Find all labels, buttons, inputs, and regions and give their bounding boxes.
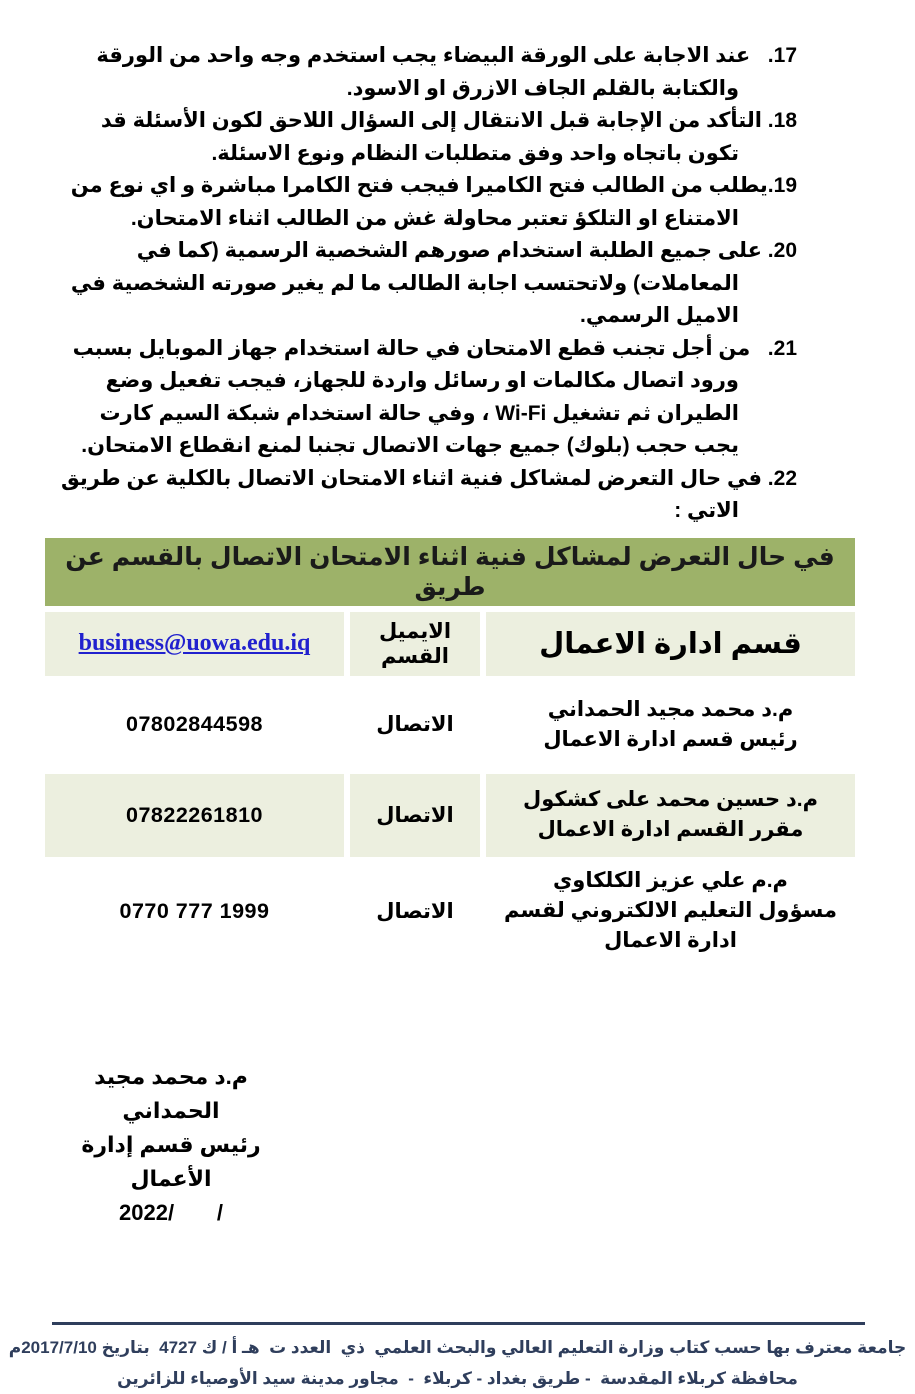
rule-text: التأكد من الإجابة قبل الانتقال إلى السؤال اللاحق لكون الأسئلة قد تكون باتجاه واحد وفق متطلبات النظام ونوع الاسئلة. xyxy=(100,109,768,165)
rules-list xyxy=(0,0,915,528)
footer-divider xyxy=(52,1322,865,1325)
person-name: م.د حسين محمد على كشكول xyxy=(522,788,818,811)
department-row xyxy=(42,609,858,679)
rule-number: 19. xyxy=(767,174,797,197)
rule-text: على جميع الطلبة استخدام صورهم الشخصية الرسمية (كما في المعاملات) ولاتحتسب اجابة الطالب ما لم يغير صورته الشخصية في الاميل الرسمي. xyxy=(70,239,768,327)
person-title: مسؤول التعليم الالكتروني لقسم ادارة الاعمال xyxy=(503,899,838,952)
person-name: م.م علي عزيز الكلكاوي xyxy=(553,869,788,892)
contact-row-department-rapporteur xyxy=(42,771,858,860)
rule-text: يطلب من الطالب فتح الكاميرا فيجب فتح الكامرا مباشرة و اي نوع من الامتناع او التلكؤ تعتبر محاولة غش من الطالب اثناء الامتحان. xyxy=(70,174,768,230)
person-title: رئيس قسم ادارة الاعمال xyxy=(543,727,798,751)
rule-item-22 xyxy=(55,463,797,528)
signature-title: رئيس قسم إدارة الأعمال xyxy=(81,1131,261,1191)
footer xyxy=(0,1332,915,1394)
rule-number: 18. xyxy=(767,109,797,132)
rule-item-20 xyxy=(55,235,797,333)
footer-accreditation-line: جامعة معترف بها حسب كتاب وزارة التعليم العالي والبحث العلمي ذي العدد ت هـ أ / ك 4727 بتاريخ 2017/7/10م xyxy=(8,1337,907,1357)
rule-item-17 xyxy=(55,40,797,105)
phone-number: 07822261810 xyxy=(125,802,264,827)
rule-number: 22. xyxy=(767,466,797,490)
rule-number: 20. xyxy=(767,239,797,262)
signature-block xyxy=(55,1060,287,1230)
rule-number: 17. xyxy=(767,44,797,67)
rule-item-19 xyxy=(55,170,797,235)
footer-address-line: محافظة كربلاء المقدسة - طريق بغداد - كربلاء - مجاور مدينة سيد الأوصياء للزائرين xyxy=(117,1368,798,1388)
person-name: م.د محمد مجيد الحمداني xyxy=(547,697,794,721)
signature-date: / /2022 xyxy=(119,1199,223,1225)
signature-name: م.د محمد مجيد الحمداني xyxy=(94,1063,248,1123)
contact-row-head-of-department xyxy=(42,679,858,771)
table-header-row xyxy=(42,535,858,609)
department-email-link[interactable]: business@uowa.edu.iq xyxy=(78,630,311,656)
contact-table xyxy=(39,532,861,966)
email-label: الايميل القسم xyxy=(347,609,483,679)
call-label: الاتصال xyxy=(347,679,483,771)
call-label: الاتصال xyxy=(347,860,483,963)
phone-number: 0770 777 1999 xyxy=(119,898,270,923)
department-name: قسم ادارة الاعمال xyxy=(483,609,858,679)
rule-text: عند الاجابة على الورقة البيضاء يجب استخدم وجه واحد من الورقة والكتابة بالقلم الجاف الازرق او الاسود. xyxy=(96,44,768,100)
table-title: في حال التعرض لمشاكل فنية اثناء الامتحان الاتصال بالقسم عن طريق xyxy=(42,535,858,609)
contact-row-elearning-officer xyxy=(42,860,858,963)
rule-number: 21. xyxy=(767,336,797,360)
rule-item-18 xyxy=(55,105,797,170)
phone-number: 07802844598 xyxy=(125,712,264,736)
person-title: مقرر القسم ادارة الاعمال xyxy=(537,818,804,841)
rule-text: من أجل تجنب قطع الامتحان في حالة استخدام جهاز الموبايل بسبب ورود اتصال مكالمات او رسائل واردة للجهاز، فيجب تفعيل وضع الطيران ثم تشغيل Wi-Fi ، وفي حالة استخدام شبكة السيم كارت يجب حجب (بلوك) جميع جهات الاتصال تجنبا لمنع انقطاع الامتحان. xyxy=(72,336,768,457)
call-label: الاتصال xyxy=(347,771,483,860)
rule-text: في حال التعرض لمشاكل فنية اثناء الامتحان الاتصال بالكلية عن طريق الاتي : xyxy=(60,466,768,522)
rule-item-21 xyxy=(55,333,797,463)
